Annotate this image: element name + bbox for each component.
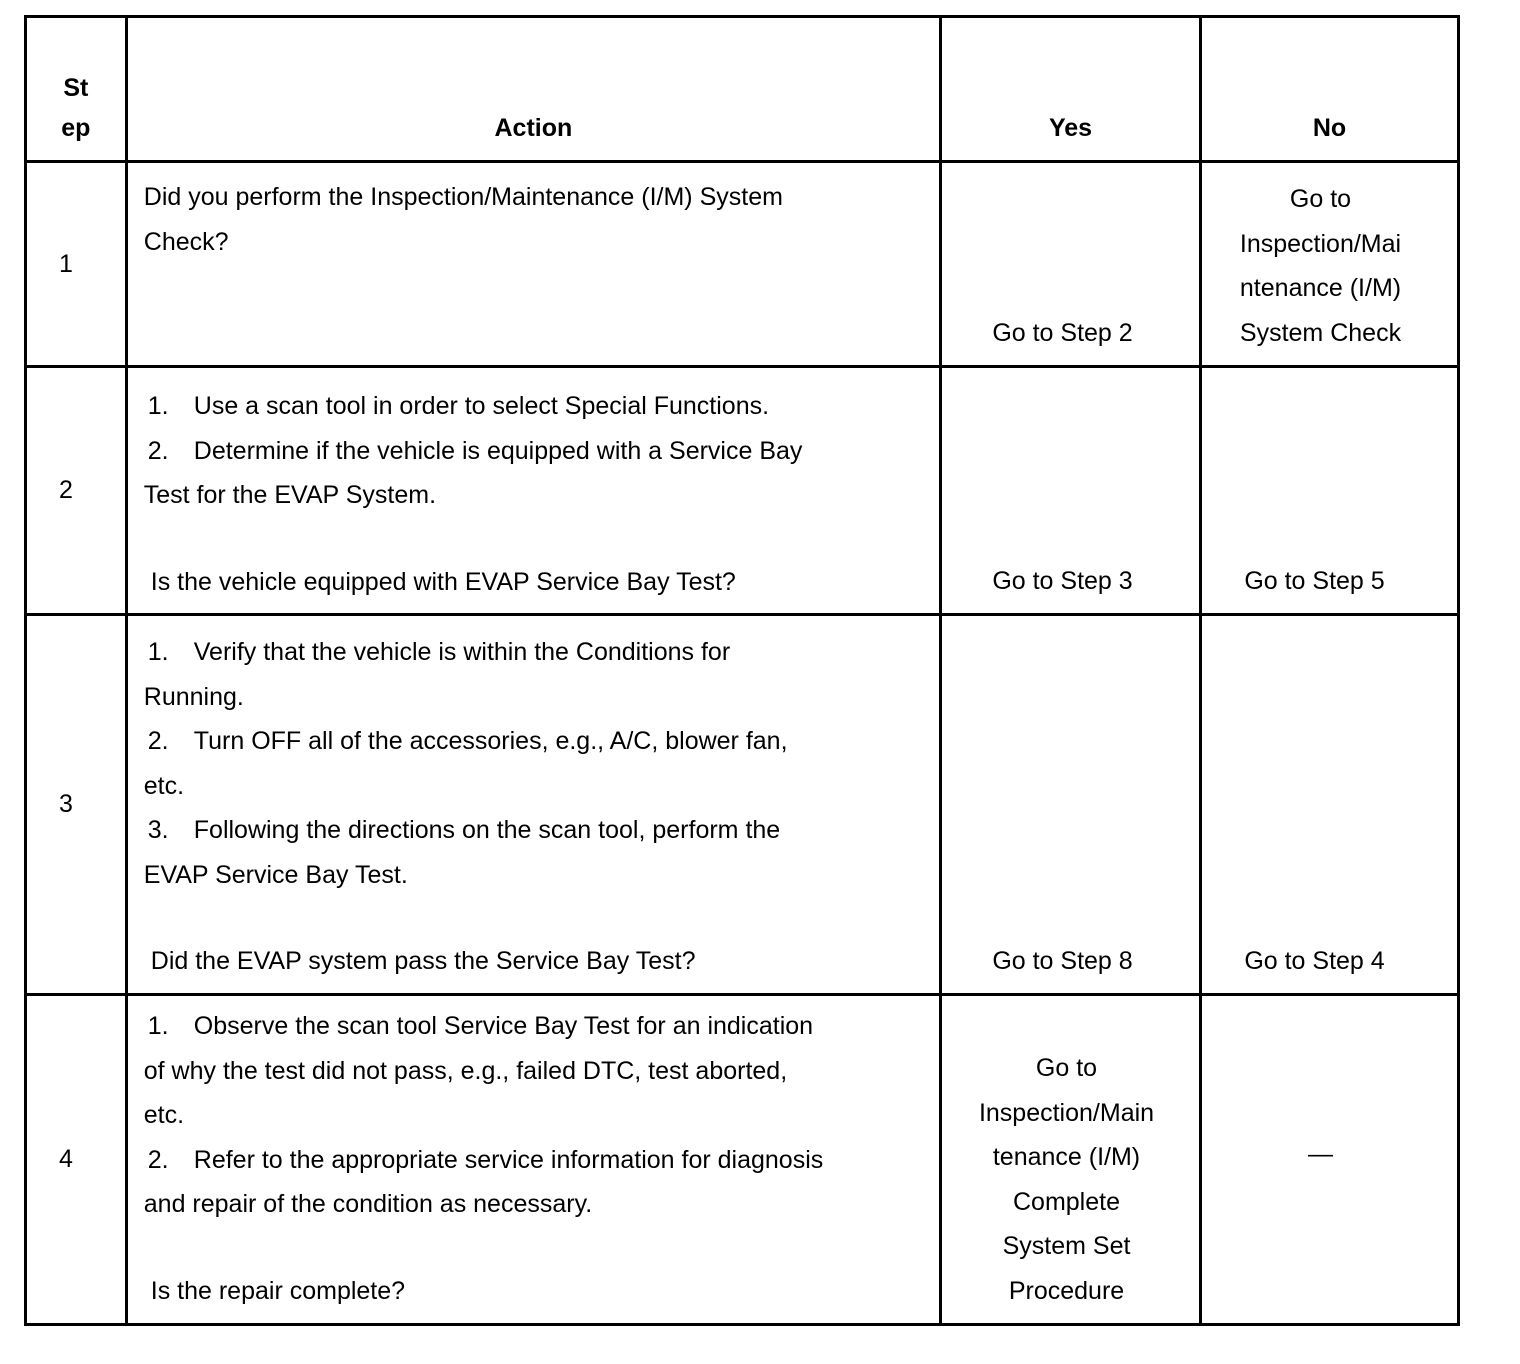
item-number: 2.	[147, 727, 169, 755]
question-text: Is the vehicle equipped with EVAP Service Bay Test?	[150, 567, 736, 596]
yes-line: tenance (I/M)	[992, 1143, 1141, 1171]
step-number: 1	[26, 162, 127, 367]
yes-text	[942, 1046, 1199, 1313]
item-number: 3.	[147, 816, 169, 844]
yes-cell	[941, 367, 1201, 615]
no-text	[1202, 177, 1457, 355]
no-line: Inspection/Mai	[1239, 229, 1402, 258]
table-row	[26, 367, 1459, 615]
yes-line: Inspection/Main	[978, 1098, 1155, 1127]
no-text: —	[1308, 1140, 1333, 1169]
table-row	[26, 162, 1459, 367]
action-cell	[126, 995, 940, 1325]
no-line: ntenance (I/M)	[1239, 274, 1402, 302]
action-cell	[126, 367, 940, 615]
action-item	[144, 1138, 829, 1227]
no-text: Go to Step 5	[1244, 566, 1385, 595]
action-cell	[126, 162, 940, 367]
action-item	[144, 384, 819, 429]
yes-line: Complete	[1013, 1187, 1120, 1216]
header-step: St ep	[26, 17, 127, 162]
item-text: Observe the scan tool Service Bay Test for an indication of why the test did not pass, e.g., failed DTC, test aborted, etc.	[143, 1012, 814, 1129]
item-text: Following the directions on the scan tool, perform the EVAP Service Bay Test.	[143, 816, 781, 889]
table-row	[26, 615, 1459, 995]
item-text: Verify that the vehicle is within the Conditions for Running.	[143, 638, 731, 711]
yes-cell	[941, 995, 1201, 1325]
item-number: 2.	[147, 1145, 169, 1174]
table-row	[26, 995, 1459, 1325]
question-text: Is the repair complete?	[150, 1276, 406, 1305]
no-line: Go to	[1289, 185, 1352, 213]
no-line: System Check	[1239, 318, 1402, 347]
yes-line: Go to	[1035, 1054, 1098, 1082]
yes-cell	[941, 162, 1201, 367]
no-cell	[1201, 995, 1459, 1325]
yes-cell	[941, 615, 1201, 995]
action-cell	[126, 615, 940, 995]
header-row	[26, 17, 1459, 162]
no-cell	[1201, 162, 1459, 367]
item-text: Refer to the appropriate service information for diagnosis and repair of the condition as necessary.	[143, 1145, 824, 1218]
action-item	[144, 630, 799, 719]
no-cell	[1201, 367, 1459, 615]
yes-text: Go to Step 8	[992, 946, 1133, 975]
item-text: Turn OFF all of the accessories, e.g., A/C, blower fan, etc.	[143, 727, 788, 800]
action-item	[144, 719, 799, 808]
item-number: 1.	[147, 392, 169, 420]
header-action: Action	[126, 17, 940, 162]
diagnostic-table	[24, 15, 1460, 1326]
no-cell	[1201, 615, 1459, 995]
question-text: Did the EVAP system pass the Service Bay Test?	[150, 947, 696, 975]
action-item	[144, 1004, 829, 1138]
item-text: Determine if the vehicle is equipped with a Service Bay Test for the EVAP System.	[143, 436, 803, 509]
header-no: No	[1201, 17, 1459, 162]
no-text: Go to Step 4	[1244, 946, 1385, 975]
step-number: 4	[26, 995, 127, 1325]
step-number: 3	[26, 615, 127, 995]
item-number: 1.	[147, 1012, 169, 1040]
item-number: 1.	[147, 638, 169, 666]
action-item	[144, 429, 819, 518]
yes-line: System Set	[1002, 1232, 1131, 1260]
yes-text: Go to Step 3	[992, 566, 1133, 595]
action-text: Did you perform the Inspection/Maintenance (I/M) System Check?	[143, 183, 783, 256]
yes-line: Procedure	[1008, 1276, 1125, 1305]
item-number: 2.	[147, 436, 169, 465]
header-yes: Yes	[941, 17, 1201, 162]
step-number: 2	[26, 367, 127, 615]
action-item	[144, 808, 799, 897]
item-text: Use a scan tool in order to select Special Functions.	[193, 392, 770, 420]
yes-text: Go to Step 2	[992, 318, 1133, 347]
